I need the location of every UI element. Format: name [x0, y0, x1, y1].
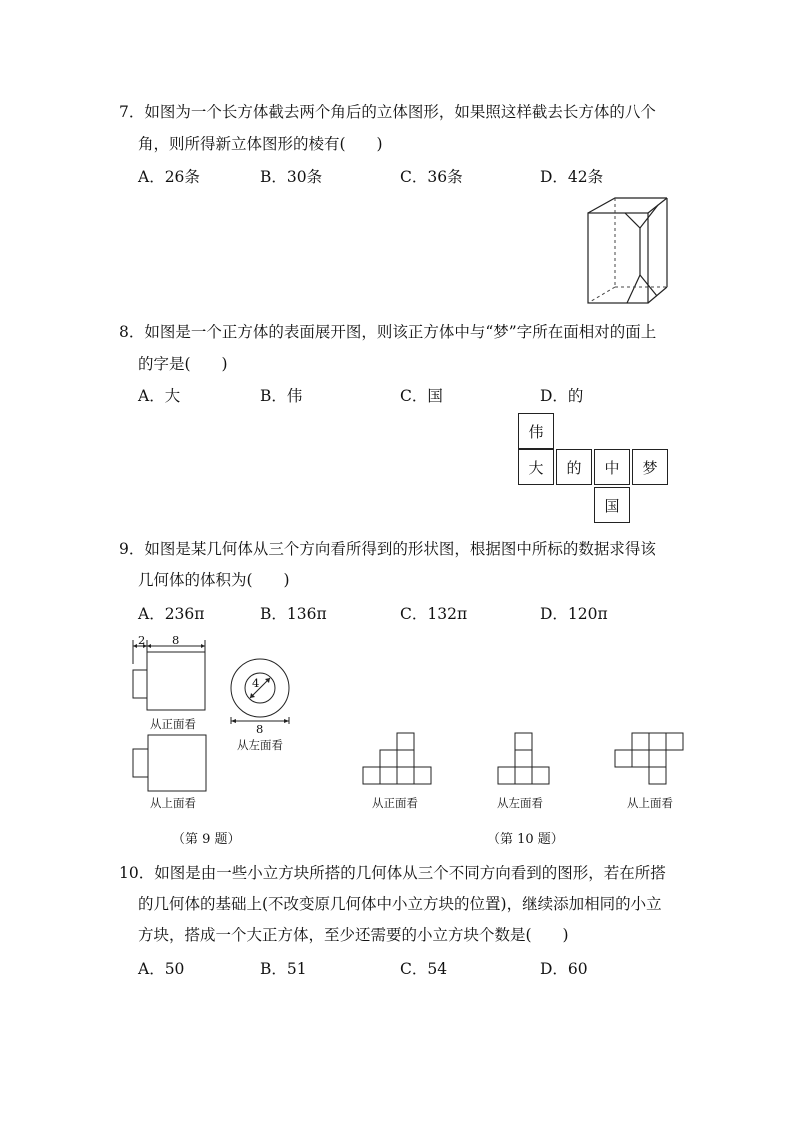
q10-left-view [497, 733, 553, 785]
q9-label-left: 从左面看 [237, 738, 283, 752]
q9-dim-inner: 4 [252, 676, 260, 690]
q9-option-b[interactable]: B．136π [260, 605, 327, 623]
q9-caption: （第 9 题） [172, 832, 241, 847]
net-cell-3: 中 [594, 449, 630, 485]
q8-option-c[interactable]: C．国 [400, 387, 443, 405]
q10-top-view [614, 733, 686, 785]
q10-label-left: 从左面看 [497, 796, 543, 810]
q10-label-top: 从上面看 [627, 796, 673, 810]
q9-dim-outer: 8 [256, 722, 264, 736]
net-cell-2: 的 [556, 449, 592, 485]
q10-line3: 方块，搭成一个大正方体，至少还需要的小立方块个数是( ) [138, 926, 569, 944]
net-cell-1: 大 [518, 449, 554, 485]
q7-option-d[interactable]: D．42条 [540, 168, 604, 186]
q10-label-front: 从正面看 [372, 796, 418, 810]
q8-line2: 的字是( ) [138, 355, 228, 373]
net-cell-top: 伟 [518, 413, 554, 449]
q10-option-d[interactable]: D．60 [540, 960, 588, 978]
q9-option-c[interactable]: C．132π [400, 605, 468, 623]
q8-option-b[interactable]: B．伟 [260, 387, 303, 405]
q10-line1: 10．如图是由一些小立方块所搭的几何体从三个不同方向看到的图形，若在所搭 [119, 864, 666, 882]
q8-option-a[interactable]: A．大 [138, 387, 181, 405]
q7-line2: 角，则所得新立体图形的棱有( ) [138, 135, 383, 153]
q9-option-a[interactable]: A．236π [138, 605, 205, 623]
q9-line1: 9．如图是某几何体从三个方向看所得到的形状图，根据图中所标的数据求得该 [119, 540, 656, 558]
q7-option-a[interactable]: A．26条 [138, 168, 200, 186]
q8-line1: 8．如图是一个正方体的表面展开图，则该正方体中与“梦”字所在面相对的面上 [119, 323, 657, 341]
q10-option-a[interactable]: A．50 [138, 960, 185, 978]
q9-top-view [130, 733, 210, 793]
q9-dim-small: 2 [138, 633, 146, 647]
q7-figure [585, 195, 675, 307]
q10-line2: 的几何体的基础上(不改变原几何体中小立方块的位置)，继续添加相同的小立 [138, 895, 662, 913]
q9-line2: 几何体的体积为( ) [138, 571, 290, 589]
net-cell-bottom: 国 [594, 487, 630, 523]
q7-option-c[interactable]: C．36条 [400, 168, 463, 186]
q10-caption: （第 10 题） [487, 832, 564, 847]
q7-line1: 7．如图为一个长方体截去两个角后的立体图形，如果照这样截去长方体的八个 [119, 103, 656, 121]
q8-option-d[interactable]: D．的 [540, 387, 584, 405]
q7-option-b[interactable]: B．30条 [260, 168, 323, 186]
q10-option-b[interactable]: B．51 [260, 960, 307, 978]
q10-front-view [362, 733, 434, 785]
net-cell-4: 梦 [632, 449, 668, 485]
q9-option-d[interactable]: D．120π [540, 605, 608, 623]
q9-label-front: 从正面看 [150, 717, 196, 731]
q9-dim-width: 8 [172, 633, 180, 647]
q10-option-c[interactable]: C．54 [400, 960, 448, 978]
q9-label-top: 从上面看 [150, 796, 196, 810]
